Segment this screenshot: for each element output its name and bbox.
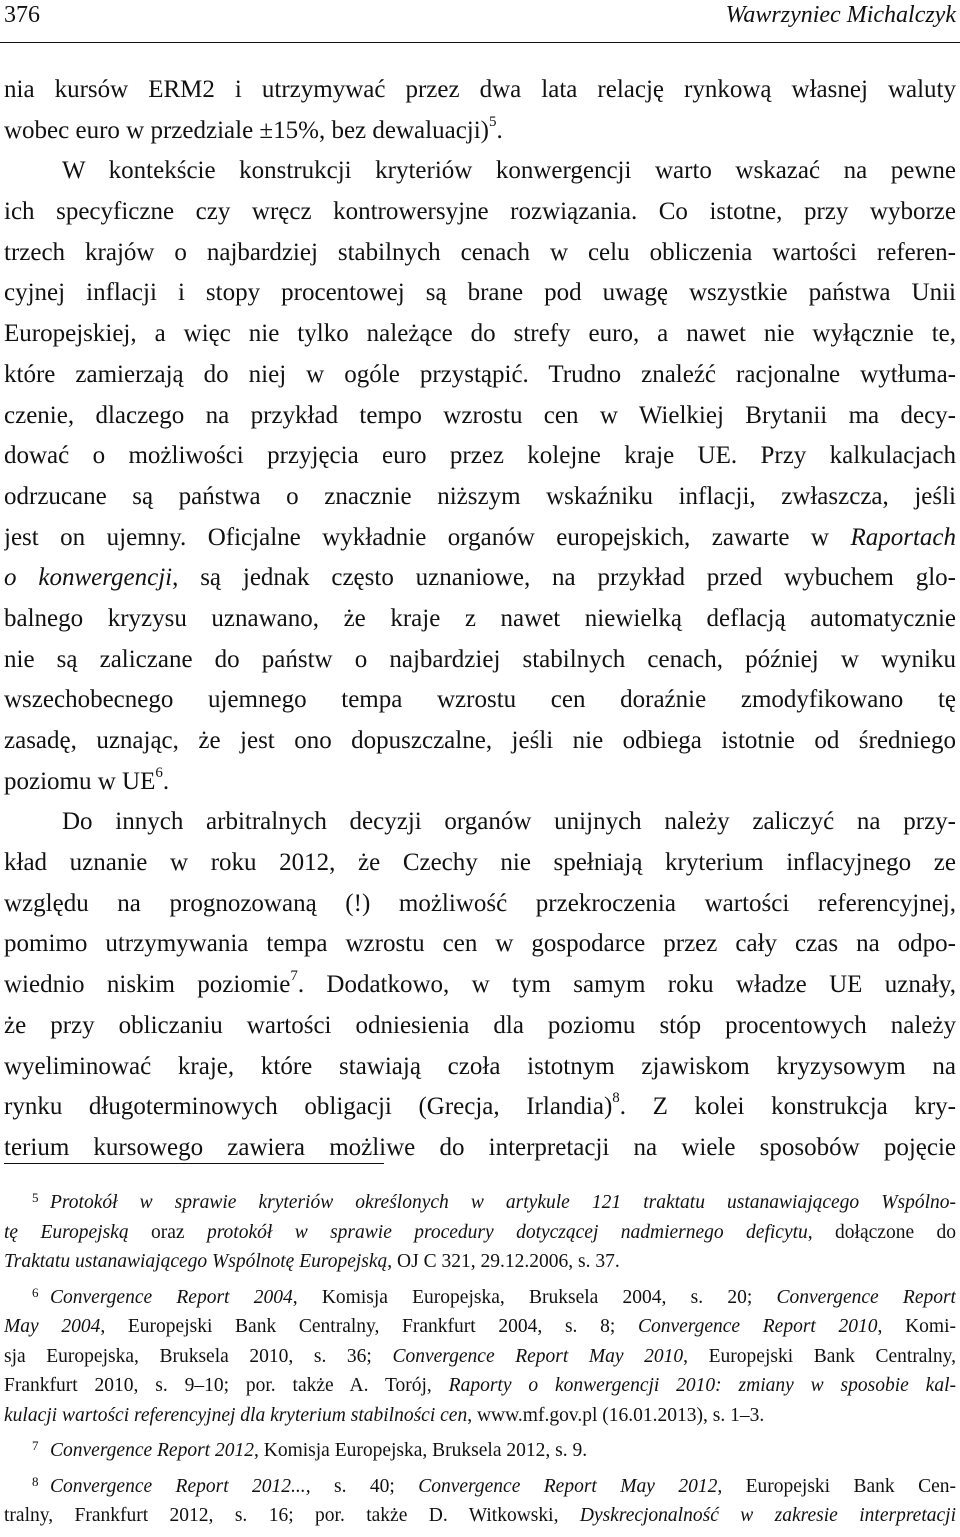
text-line: pomimo utrzymywania tempa wzrostu cen w gospodarce przez cały czas na odpo- [4,930,956,958]
running-header [4,0,956,34]
footnote-number: 5 [32,1190,39,1205]
footnote-rule [4,1163,384,1164]
footnote-number: 6 [32,1284,39,1300]
text-line: które zamierzają do niej w ogóle przystąpić. Trudno znaleźć racjonalne wytłuma- [4,360,956,388]
text-line: W kontekście konstrukcji kryteriów konwergencji warto wskazać na pewne [62,157,956,185]
footnote-ref: 5 [489,113,497,130]
text-line: że przy obliczaniu wartości odniesienia dla poziomu stóp procentowych należy [4,1011,956,1039]
text-line: odrzucane są państwa o znacznie niższym wskaźniku inflacji, zwłaszcza, jeśli [4,482,956,510]
text-line: jest on ujemny. Oficjalne wykładnie organów europejskich, zawarte w Raportach [4,523,956,551]
footnote-number: 7 [32,1438,39,1453]
text-line: dować o możliwości przyjęcia euro przez kolejne kraje UE. Przy kalkulacjach [4,442,956,470]
header-rule [0,42,960,43]
text-line: wobec euro w przedziale ±15%, bez dewaluacji)$^5$. [4,113,503,144]
footnote-ref: 6 [155,764,163,781]
footnote-ref: 8 [612,1090,620,1107]
text-line: nia kursów ERM2 i utrzymywać przez dwa lata relację rynkową własnej waluty [4,76,956,103]
running-author: Wawrzyniec Michalczyk [725,2,956,28]
page-number: 376 [4,2,40,28]
text-line: Europejskiej, a więc nie tylko należące do strefy euro, a nawet nie wyłącznie te, [4,320,956,348]
text-line: wszechobecnego ujemnego tempa wzrostu cen doraźnie zmodyfikowano tę [4,686,956,714]
text-line: wiednio niskim poziomie$^7$. Dodatkowo, w tym samym roku władze UE uznały, [4,968,956,999]
text-line: względu na prognozowaną (!) możliwość przekroczenia wartości referencyjnej, [4,889,956,917]
body-text [4,70,956,1169]
footnote-number: 8 [32,1473,39,1489]
text-line: rynku długoterminowych obligacji (Grecja, Irlandia)$^8$. Z kolei konstrukcja kry- [4,1090,956,1121]
text-line: o konwergencji, są jednak często uznaniowe, na przykład przed wybuchem glo- [4,564,956,592]
text-line: ich specyficzne czy wręcz kontrowersyjne rozwiązania. Co istotne, przy wyborze [4,198,956,226]
text-line: balnego kryzysu uznawano, że kraje z nawet niewielką deflacją automatycznie [4,604,956,632]
footnote-ref: 7 [290,968,298,985]
text-line: wyeliminować kraje, które stawiają czoła istotnym zjawiskom kryzysowym na [4,1052,956,1080]
text-line: Do innych arbitralnych decyzji organów unijnych należy zaliczyć na przy- [62,808,956,836]
text-line: zasadę, uznając, że jest ono dopuszczalne, jeśli nie odbiega istotnie od średniego [4,727,956,754]
text-line: kład uznanie w roku 2012, że Czechy nie spełniają kryterium inflacyjnego ze [4,849,956,877]
text-line: trzech krajów o najbardziej stabilnych cenach w celu obliczenia wartości referen- [4,238,956,266]
footnote-6: 6 Convergence Report 2004, Komisja Europejska, Bruksela 2004, s. 20; Convergence Report May 2004, Europejski Bank Centralny, Frankfurt 2004, s. 8; Convergence Report 2010, Komi- sja Europejska, Bruksela 2010, s. 36; Convergence Report May 2010, Europejski Bank Centralny, Frankfurt 2010, s. 9–10; por. także A. Torój, Raporty o konwergencji 2010: zmiany w sposobie kal- kulacji wartości referencyjnej dla kryterium stabilności cen, www.mf.gov.pl (16.01.2013), s. 1–3. [4,1284,956,1426]
text-line: terium kursowego zawiera możliwe do interpretacji na wiele sposobów pojęcie [4,1133,956,1161]
text-line: czenie, dlaczego na przykład tempo wzrostu cen w Wielkiej Brytanii ma decy- [4,401,956,429]
footnote-7: 7 Convergence Report 2012, Komisja Europejska, Bruksela 2012, s. 9. [4,1436,956,1466]
text-line: nie są zaliczane do państw o najbardziej stabilnych cenach, później w wyniku [4,645,956,673]
footnote-8: 8 Convergence Report 2012..., s. 40; Convergence Report May 2012, Europejski Bank Cen- tralny, Frankfurt 2012, s. 16; por. także D. Witkowski, Dyskrecjonalność w zakresie interpretacji [4,1473,956,1526]
text-line: cyjnej inflacji i stopy procentowej są brane pod uwagę wszystkie państwa Unii [4,279,956,307]
text-line: poziomu w $UE^6$. [4,764,170,795]
footnotes [4,1188,956,1537]
footnote-5: 5 Protokół w sprawie kryteriów określonych w artykule 121 traktatu ustanawiającego Wspólno- tę Europejską oraz protokół w sprawie procedury dotyczącej nadmiernego deficytu, dołączone do Traktatu ustanawiającego Wspólnotę Europejską, OJ C 321, 29.12.2006, s. 37. [4,1190,956,1272]
